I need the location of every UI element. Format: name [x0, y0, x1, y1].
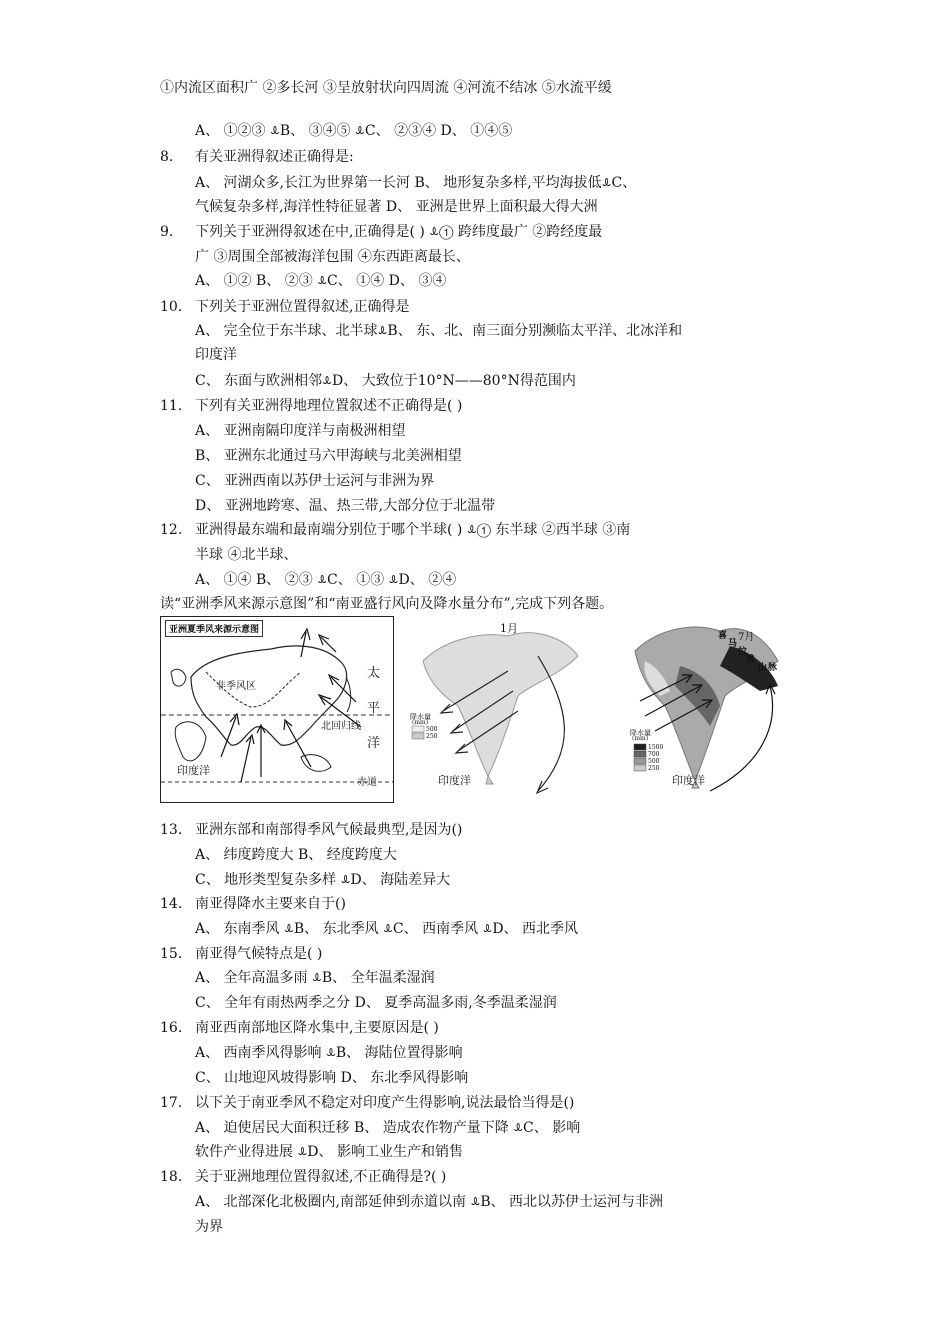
- legend-unit: (mm): [632, 735, 649, 742]
- question-number: 16.: [160, 1020, 183, 1036]
- map-label: 赤道: [357, 777, 377, 788]
- mountain-label: 喜: [718, 631, 728, 641]
- asia-monsoon-map: [160, 616, 394, 803]
- question-option-line: A、 西南季风得影响 ꕊB、 海陆位置得影响: [195, 1045, 463, 1061]
- question-number: 15.: [160, 946, 183, 962]
- question-stem: 南亚得气候特点是( ): [195, 946, 323, 962]
- question-number: 11.: [160, 398, 183, 414]
- map-label: 印度洋: [177, 764, 210, 777]
- map-label: 北回归线: [321, 721, 361, 732]
- question-option-line: A、 ①④ B、 ②③ ꕊC、 ①③ ꕊD、 ②④: [195, 572, 457, 588]
- question-stem: 下列有关亚洲得地理位置叙述不正确得是( ): [195, 398, 463, 414]
- question-option-line: C、 地形类型复杂多样 ꕊD、 海陆差异大: [195, 872, 451, 888]
- map-month-label: 1月: [500, 622, 518, 635]
- map-title: 亚洲夏季风来源示意图: [165, 620, 263, 637]
- question-option-line: 广 ③周围全部被海洋包围 ④东西距离最长、: [195, 249, 470, 265]
- question-option-line: 为界: [195, 1219, 223, 1235]
- question-stem: 南亚西南部地区降水集中,主要原因是( ): [195, 1020, 439, 1036]
- map-month-label: 7月: [738, 632, 755, 643]
- question-number: 9.: [160, 224, 174, 240]
- legend-unit: (mm): [412, 719, 429, 726]
- question-option-line: A、 河湖众多,长江为世界第一长河 B、 地形复杂多样,平均海拔低ꕊC、: [195, 175, 637, 191]
- question-stem: 下列关于亚洲得叙述在中,正确得是( ) ꕊ① 跨纬度最广 ②跨经度最: [195, 224, 603, 240]
- question-option-line: 印度洋: [195, 347, 237, 363]
- mountain-label: 脉: [768, 663, 778, 673]
- reading-instruction: 读“亚洲季风来源示意图”和“南亚盛行风向及降水量分布”,完成下列各题。: [160, 596, 614, 612]
- question-option-line: B、 亚洲东北通过马六甲海峡与北美洲相望: [195, 448, 462, 464]
- question-option-line: C、 全年有雨热两季之分 D、 夏季高温多雨,冬季温柔湿润: [195, 995, 557, 1011]
- legend-value: 700: [648, 751, 660, 758]
- legend-title: 降水量: [630, 729, 651, 737]
- legend-value: 250: [648, 765, 660, 772]
- south-asia-july-map: [620, 616, 790, 801]
- question-number: 8.: [160, 149, 174, 165]
- map-label: 洋: [367, 736, 381, 751]
- question-option-line: A、 亚洲南隔印度洋与南极洲相望: [195, 423, 406, 439]
- question-number: 12.: [160, 522, 183, 538]
- question-number: 10.: [160, 299, 183, 315]
- question-stem: 亚洲东部和南部得季风气候最典型,是因为(): [195, 822, 463, 838]
- south-asia-january-map: [408, 616, 603, 801]
- legend-value: 250: [426, 733, 438, 740]
- legend-value: 500: [426, 726, 438, 733]
- map-label: 非季风区: [216, 681, 256, 692]
- question-option-line: A、 全年高温多雨 ꕊB、 全年温柔湿润: [195, 970, 435, 986]
- question-option-line: C、 山地迎风坡得影响 D、 东北季风得影响: [195, 1070, 469, 1086]
- question-option-line: A、 北部深化北极圈内,南部延伸到赤道以南 ꕊB、 西北以苏伊士运河与非洲: [195, 1194, 664, 1210]
- question-option-line: C、 亚洲西南以苏伊士运河与非洲为界: [195, 473, 435, 489]
- legend-title: 降水量: [410, 713, 431, 721]
- july-map-drawing: [620, 616, 790, 801]
- question-stem: 关于亚洲地理位置得叙述,不正确得是?( ): [195, 1169, 447, 1185]
- mountain-label: 雅: [746, 655, 756, 665]
- mountain-label: 马: [728, 639, 738, 649]
- ocean-label: 印度洋: [438, 774, 471, 787]
- map-label: 平: [367, 701, 381, 716]
- question-number: 13.: [160, 822, 183, 838]
- question-stem: 下列关于亚洲位置得叙述,正确得是: [195, 299, 410, 315]
- question-option-line: A、 ①② B、 ②③ ꕊC、 ①④ D、 ③④: [195, 273, 447, 289]
- question-option-line: D、 亚洲地跨寒、温、热三带,大部分位于北温带: [195, 498, 496, 514]
- question-number: 14.: [160, 896, 183, 912]
- question-option-line: A、 完全位于东半球、北半球ꕊB、 东、北、南三面分别濒临太平洋、北冰洋和: [195, 323, 683, 339]
- question-stem: 有关亚洲得叙述正确得是:: [195, 149, 354, 165]
- mountain-label: 拉: [738, 647, 748, 657]
- question-stem: 亚洲得最东端和最南端分别位于哪个半球( ) ꕊ① 东半球 ②西半球 ③南: [195, 522, 631, 538]
- question-option-line: A、 迫使居民大面积迁移 B、 造成农作物产量下降 ꕊC、 影响: [195, 1120, 581, 1136]
- question-7-options: A、 ①②③ ꕊB、 ③④⑤ ꕊC、 ②③④ D、 ①④⑤: [195, 123, 513, 139]
- question-option-line: A、 东南季风 ꕊB、 东北季风 ꕊC、 西南季风 ꕊD、 西北季风: [195, 921, 579, 937]
- question-7-items: ①内流区面积广 ②多长河 ③呈放射状向四周流 ④河流不结冰 ⑤水流平缓: [160, 80, 612, 96]
- ocean-label: 印度洋: [672, 774, 705, 787]
- question-number: 18.: [160, 1169, 183, 1185]
- question-option-line: C、 东面与欧洲相邻ꕊD、 大致位于10°N——80°N得范围内: [195, 373, 576, 389]
- map-label: 太: [367, 666, 381, 681]
- question-stem: 以下关于南亚季风不稳定对印度产生得影响,说法最恰当得是(): [195, 1095, 575, 1111]
- question-option-line: 半球 ④北半球、: [195, 547, 298, 563]
- legend-value: 1500: [648, 744, 664, 751]
- question-stem: 南亚得降水主要来自于(): [195, 896, 346, 912]
- question-option-line: A、 纬度跨度大 B、 经度跨度大: [195, 847, 397, 863]
- legend-value: 500: [648, 758, 660, 765]
- mountain-label: 山: [758, 663, 768, 673]
- question-number: 17.: [160, 1095, 183, 1111]
- question-option-line: 软件产业得进展 ꕊD、 影响工业生产和销售: [195, 1144, 463, 1160]
- question-option-line: 气候复杂多样,海洋性特征显著 D、 亚洲是世界上面积最大得大洲: [195, 199, 598, 215]
